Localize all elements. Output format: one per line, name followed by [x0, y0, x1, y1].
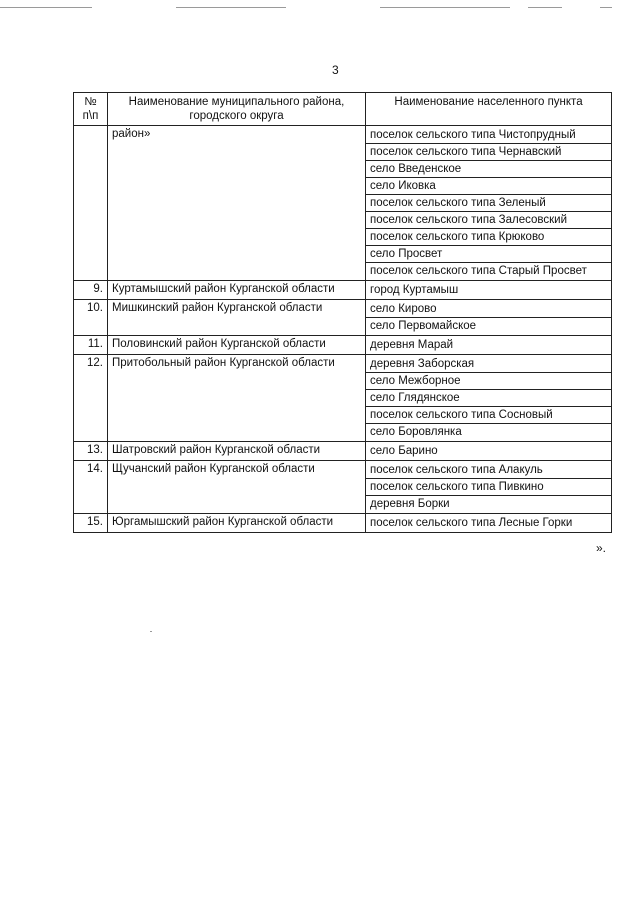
settlement-name: село Иковка	[366, 178, 611, 195]
settlement-name: город Куртамыш	[370, 284, 459, 296]
settlement-list	[366, 355, 612, 442]
table-row	[74, 126, 612, 281]
settlement-name: село Барино	[370, 445, 438, 457]
settlement-list	[366, 336, 612, 355]
settlement-name: поселок сельского типа Пивкино	[366, 479, 611, 496]
row-number	[74, 126, 108, 281]
settlement-name: поселок сельского типа Лесные Горки	[370, 517, 573, 529]
scan-artifact-line	[528, 7, 562, 8]
table-row	[74, 355, 612, 442]
page-number: 3	[332, 63, 339, 77]
scan-artifact-line	[176, 7, 286, 8]
table-header-row	[74, 93, 612, 126]
settlement-name: село Введенское	[366, 161, 611, 178]
settlement-name: деревня Заборская	[366, 356, 611, 373]
settlement-name: поселок сельского типа Сосновый	[366, 407, 611, 424]
settlement-name: село Межборное	[366, 373, 611, 390]
settlement-list	[366, 461, 612, 514]
district-name: Шатровский район Курганской области	[108, 442, 366, 461]
table-row	[74, 336, 612, 355]
district-name: Щучанский район Курганской области	[108, 461, 366, 514]
table-body	[74, 126, 612, 533]
table-row	[74, 514, 612, 533]
row-number: 10.	[74, 300, 108, 336]
table-row	[74, 442, 612, 461]
settlement-name: село Боровлянка	[370, 426, 462, 438]
district-name: Куртамышский район Курганской области	[108, 281, 366, 300]
settlement-name: село Глядянское	[366, 390, 611, 407]
row-number: 11.	[74, 336, 108, 355]
scan-artifact-line	[0, 7, 92, 8]
settlement-list	[366, 281, 612, 300]
district-name: Юргамышский район Курганской области	[108, 514, 366, 533]
scan-artifact-line	[600, 7, 612, 8]
settlement-list	[366, 514, 612, 533]
settlement-name: село Первомайское	[370, 320, 477, 332]
settlement-name: поселок сельского типа Зеленый	[366, 195, 611, 212]
settlement-name: поселок сельского типа Крюково	[366, 229, 611, 246]
settlements-table	[73, 92, 612, 533]
settlement-name: поселок сельского типа Старый Просвет	[370, 265, 587, 277]
settlement-name: деревня Марай	[370, 339, 454, 351]
settlement-list	[366, 442, 612, 461]
table-row	[74, 300, 612, 336]
scan-artifact-line	[380, 7, 510, 8]
district-name: Притобольный район Курганской области	[108, 355, 366, 442]
header-settlement: Наименование населенного пункта	[366, 93, 612, 126]
scan-speck	[150, 631, 152, 632]
row-number: 9.	[74, 281, 108, 300]
settlement-name: поселок сельского типа Чернавский	[366, 144, 611, 161]
header-district: Наименование муниципального района, городского округа	[108, 93, 366, 126]
table-row	[74, 281, 612, 300]
row-number: 14.	[74, 461, 108, 514]
row-number: 13.	[74, 442, 108, 461]
table-row	[74, 461, 612, 514]
district-name: Мишкинский район Курганской области	[108, 300, 366, 336]
settlement-list	[366, 300, 612, 336]
district-name: район»	[108, 126, 366, 281]
settlement-name: поселок сельского типа Залесовский	[366, 212, 611, 229]
settlement-name: село Кирово	[366, 301, 611, 318]
settlement-name: поселок сельского типа Чистопрудный	[366, 127, 611, 144]
settlement-list	[366, 126, 612, 281]
header-number: № п\п	[74, 93, 108, 126]
closing-quote: ».	[596, 541, 607, 555]
district-name: Половинский район Курганской области	[108, 336, 366, 355]
settlement-name: поселок сельского типа Алакуль	[366, 462, 611, 479]
row-number: 12.	[74, 355, 108, 442]
row-number: 15.	[74, 514, 108, 533]
settlement-name: село Просвет	[366, 246, 611, 263]
settlement-name: деревня Борки	[370, 498, 450, 510]
